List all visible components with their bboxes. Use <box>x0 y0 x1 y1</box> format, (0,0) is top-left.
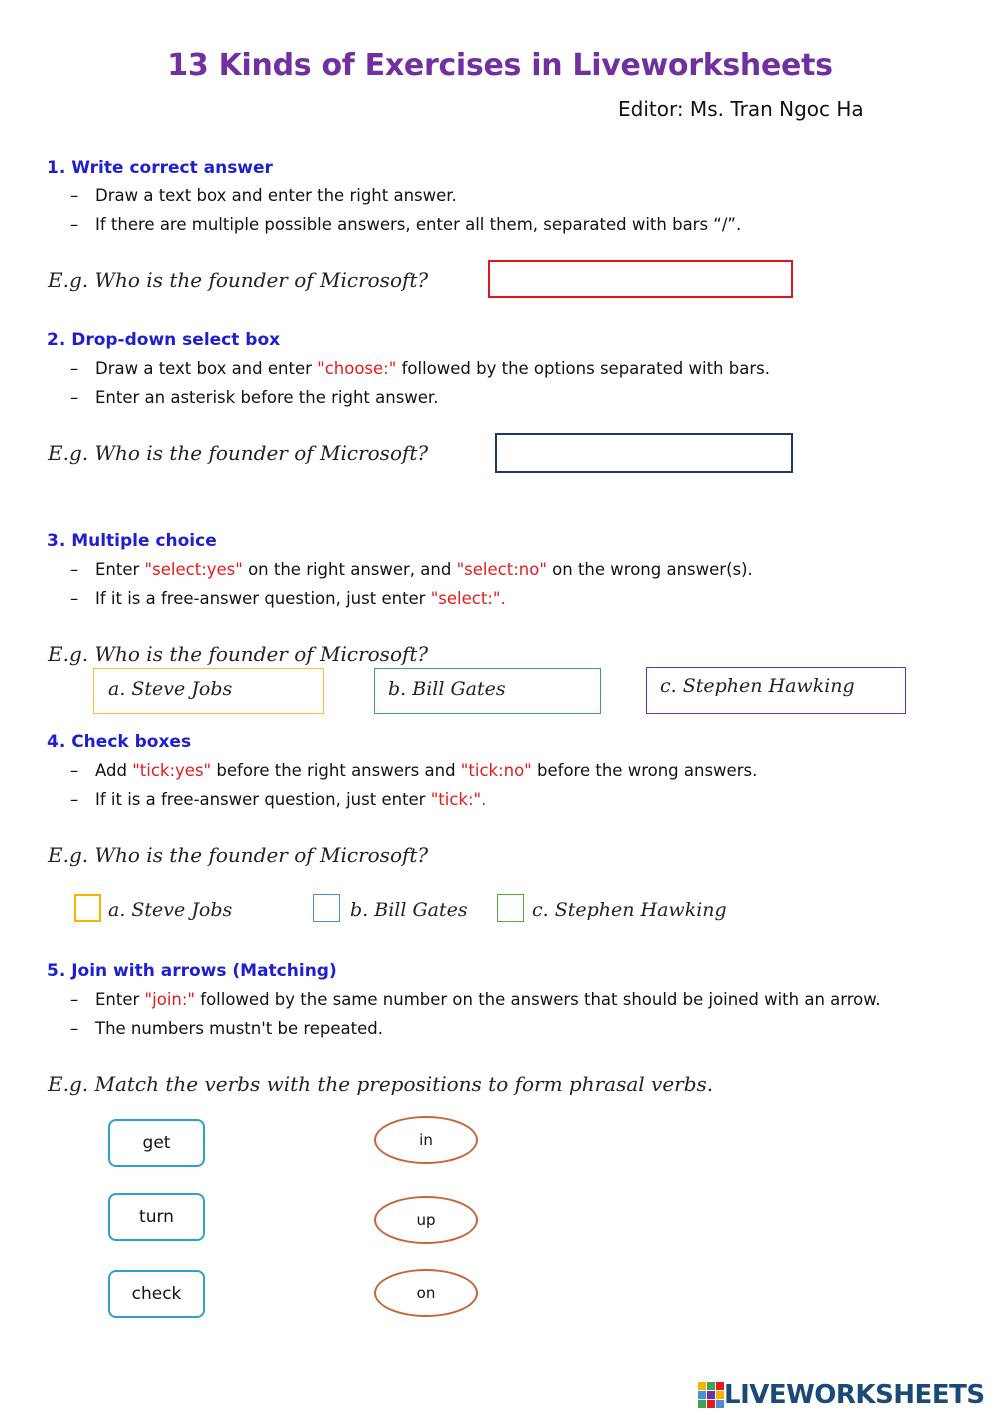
code-tick-yes: "tick:yes" <box>132 761 212 780</box>
section-2-heading: 2. Drop-down select box <box>47 330 281 350</box>
logo-text: LIVEWORKSHEETS <box>724 1380 985 1410</box>
checkbox-c-label: c. Stephen Hawking <box>532 899 727 921</box>
section-4-heading: 4. Check boxes <box>47 732 192 752</box>
match-verb-get[interactable]: get <box>108 1119 205 1167</box>
bullet-text: before the wrong answers. <box>531 761 758 780</box>
bullet-text: Draw a text box and enter the right answer. <box>95 186 457 205</box>
match-verb-turn[interactable]: turn <box>108 1193 205 1241</box>
section-1-bullet-1 <box>70 186 457 205</box>
section-4-bullet-2 <box>70 790 486 809</box>
section-1-example: E.g. Who is the founder of Microsoft? <box>48 268 429 292</box>
code-select-no: "select:no" <box>456 560 547 579</box>
choice-option-label: b. Bill Gates <box>388 678 506 700</box>
bullet-text: Enter an asterisk before the right answer. <box>95 388 439 407</box>
dash: – <box>70 1019 79 1038</box>
dash: – <box>70 359 79 378</box>
section-1-heading: 1. Write correct answer <box>47 158 273 178</box>
checkbox-b[interactable] <box>313 894 340 922</box>
section-2-bullet-2 <box>70 388 438 407</box>
section-5-bullet-2 <box>70 1019 383 1038</box>
dash: – <box>70 589 79 608</box>
dash: – <box>70 761 79 780</box>
choice-option-a[interactable] <box>93 668 324 714</box>
dash: – <box>70 388 79 407</box>
match-verb-check[interactable]: check <box>108 1270 205 1318</box>
checkbox-b-label: b. Bill Gates <box>350 899 468 921</box>
match-prep-up[interactable]: up <box>374 1196 478 1244</box>
editor-credit: Editor: Ms. Tran Ngoc Ha <box>618 97 864 121</box>
section-4-bullet-1 <box>70 761 757 780</box>
checkbox-a-label: a. Steve Jobs <box>108 899 233 921</box>
bullet-text: If it is a free-answer question, just enter <box>95 790 431 809</box>
logo-grid-icon <box>698 1382 724 1408</box>
code-choose: "choose:" <box>317 359 397 378</box>
section-4-example: E.g. Who is the founder of Microsoft? <box>48 843 429 867</box>
answer-text-box[interactable] <box>488 260 793 298</box>
section-3-example: E.g. Who is the founder of Microsoft? <box>48 642 429 666</box>
code-select-yes: "select:yes" <box>144 560 243 579</box>
code-tick-no: "tick:no" <box>460 761 532 780</box>
bullet-text: on the wrong answer(s). <box>546 560 753 579</box>
bullet-text: If there are multiple possible answers, enter all them, separated with bars “/”. <box>95 215 742 234</box>
choice-option-b[interactable] <box>374 668 601 714</box>
section-3-bullet-2 <box>70 589 506 608</box>
code-join: "join:" <box>144 990 196 1009</box>
bullet-text: Draw a text box and enter <box>95 359 318 378</box>
dash: – <box>70 186 79 205</box>
code-tick: "tick:". <box>430 790 487 809</box>
section-5-heading: 5. Join with arrows (Matching) <box>47 961 337 981</box>
bullet-text: Add <box>95 761 133 780</box>
section-2-bullet-1 <box>70 359 770 378</box>
checkbox-a[interactable] <box>74 894 101 922</box>
choice-option-label: a. Steve Jobs <box>108 678 233 700</box>
match-prep-on[interactable]: on <box>374 1269 478 1317</box>
bullet-text: followed by the options separated with bars. <box>396 359 770 378</box>
bullet-text: Enter <box>95 990 145 1009</box>
bullet-text: If it is a free-answer question, just enter <box>95 589 431 608</box>
section-5-example: E.g. Match the verbs with the prepositions to form phrasal verbs. <box>48 1072 714 1096</box>
bullet-text: before the right answers and <box>211 761 461 780</box>
section-5-bullet-1 <box>70 990 881 1009</box>
checkbox-c[interactable] <box>497 894 524 922</box>
dash: – <box>70 560 79 579</box>
dash: – <box>70 215 79 234</box>
section-3-heading: 3. Multiple choice <box>47 531 217 551</box>
section-2-example: E.g. Who is the founder of Microsoft? <box>48 441 429 465</box>
bullet-text: Enter <box>95 560 145 579</box>
dropdown-select-box[interactable] <box>495 433 793 473</box>
choice-option-c[interactable] <box>646 667 906 714</box>
section-1-bullet-2 <box>70 215 741 234</box>
liveworksheets-logo <box>698 1380 985 1410</box>
match-prep-in[interactable]: in <box>374 1116 478 1164</box>
code-select: "select:". <box>430 589 506 608</box>
choice-option-label: c. Stephen Hawking <box>660 675 855 697</box>
page-title: 13 Kinds of Exercises in Liveworksheets <box>167 48 833 83</box>
bullet-text: on the right answer, and <box>242 560 457 579</box>
bullet-text: The numbers mustn't be repeated. <box>95 1019 383 1038</box>
bullet-text: followed by the same number on the answers that should be joined with an arrow. <box>195 990 881 1009</box>
dash: – <box>70 790 79 809</box>
dash: – <box>70 990 79 1009</box>
section-3-bullet-1 <box>70 560 753 579</box>
